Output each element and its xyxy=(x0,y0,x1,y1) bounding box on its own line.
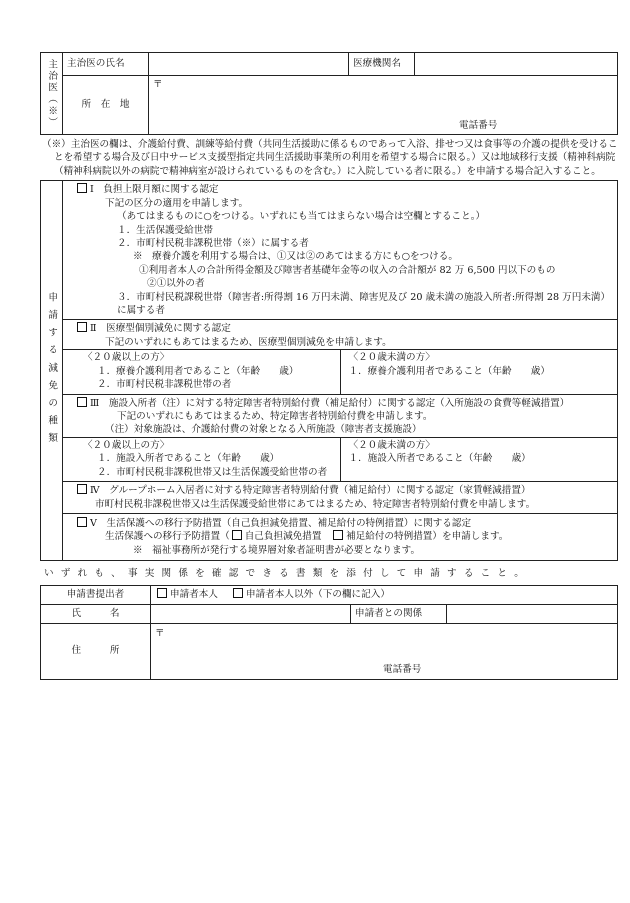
section-3-right-item1: １．施設入所者であること（年齢 歳） xyxy=(348,453,531,465)
submitter-phone-label: 電話番号 xyxy=(383,664,422,676)
submitter-name-label: 氏 名 xyxy=(41,604,151,623)
submitter-self-checkbox[interactable] xyxy=(157,588,167,598)
submitter-name-field[interactable] xyxy=(151,604,351,623)
doctor-address-field[interactable] xyxy=(149,76,618,135)
submitter-self-label: 申請者本人 xyxy=(170,588,218,600)
submitter-table xyxy=(40,585,618,680)
section-5-line2: ※ 福祉事務所が発行する境界層対象者証明書が必要となります。 xyxy=(133,544,421,556)
section-3-head xyxy=(63,394,618,437)
doctor-name-label: 主治医の氏名 xyxy=(63,53,149,76)
postal-mark: 〒 xyxy=(153,79,163,90)
submitter-address-label: 住 所 xyxy=(41,623,151,679)
section-4 xyxy=(63,482,618,514)
relation-label: 申請者との関係 xyxy=(351,604,447,623)
attach-notice: いずれも、事実関係を確認できる書類を添付して申請すること。 xyxy=(44,568,532,580)
section-2-left-item2: ２．市町村民税非課税世帯の者 xyxy=(97,379,232,391)
doctor-side-label: 主治医（※） xyxy=(41,53,63,135)
section-1-item2-sub1: ①利用者本人の合計所得金額及び障害者基礎年金等の収入の合計額が 82 万 6,500 円以下のもの xyxy=(139,264,556,276)
section-1-item2: ２．市町村民税非課税世帯（※）に属する者 xyxy=(117,237,309,249)
relation-field[interactable] xyxy=(447,604,618,623)
section-3-left-head: 〈２０歳以上の方〉 xyxy=(83,439,170,451)
supplement-special-checkbox[interactable] xyxy=(333,530,343,540)
doctor-phone-label: 電話番号 xyxy=(459,119,498,131)
section-2-title: Ⅱ 医療型個別減免に関する認定 xyxy=(90,323,231,335)
section-1-item1: １．生活保護受給世帯 xyxy=(117,224,213,236)
section-3-left-item2: ２．市町村民税非課税世帯又は生活保護受給世帯の者 xyxy=(97,466,328,478)
submitter-other-label: 申請者本人以外（下の欄に記入） xyxy=(246,588,390,600)
doctor-note: （※）主治医の欄は、介護給付費、訓練等給付費（共同生活援助に係るものであって入浴、排せつ又は食事等の介護の提供を受けることを希望する場合及び日中サービス支援型指定共同生活援助事業所の利用を希望する場合に限る。）又は地域移行支援（精神科病院（精神科病院以外の病院で精神病室が設けられているものを含む。）に入院している者に限る。）を申請する場合記入すること。 xyxy=(42,139,618,177)
section-3-over20 xyxy=(63,437,341,481)
self-pay-reduction-checkbox[interactable] xyxy=(232,530,242,540)
section-1-title: Ⅰ 負担上限月額に関する認定 xyxy=(90,184,219,196)
reduction-types-table xyxy=(40,180,618,561)
doctor-name-field[interactable] xyxy=(149,53,349,76)
section-4-checkbox[interactable] xyxy=(77,484,87,494)
section-2-under20 xyxy=(340,350,618,394)
section-2-right-item1: １．療養介護利用者であること（年齢 歳） xyxy=(348,365,550,377)
section-5-line1: 生活保護への移行予防措置（ 自己負担減免措置 補足給付の特例措置）を申請します。 xyxy=(105,531,509,543)
submitter-postal-mark: 〒 xyxy=(155,627,165,639)
section-1-line1: 下記の区分の適用を申請します。 xyxy=(105,197,249,209)
submitter-other-checkbox[interactable] xyxy=(233,588,243,598)
section-2-left-item1: １．療養介護利用者であること（年齢 歳） xyxy=(97,365,299,377)
section-1-item3: ３．市町村民税課税世帯（障害者:所得割 16 万円未満、障害児及び 20 歳未満の施設入所者:所得割 28 万円未満）に属する者 xyxy=(117,291,611,317)
section-4-line1: 市町村民税非課税世帯又は生活保護受給世帯にあてはまるため、特定障害者特別給付費を申請します。 xyxy=(95,498,536,510)
section-1-line2: （あてはまるものに○をつける。いずれにも当てはまらない場合は空欄とすること。） xyxy=(117,211,486,223)
doctor-table xyxy=(40,52,618,135)
institution-label: 医療機関名 xyxy=(349,53,415,76)
section-3-checkbox[interactable] xyxy=(77,397,87,407)
section-2-left-head: 〈２０歳以上の方〉 xyxy=(83,352,170,364)
section-3-under20 xyxy=(340,437,618,481)
section-2-line1: 下記のいずれにもあてはまるため、医療型個別減免を申請します。 xyxy=(105,336,392,348)
submitter-address-field[interactable] xyxy=(151,623,618,679)
submitter-label: 申請書提出者 xyxy=(41,585,151,604)
section-3-line1: 下記のいずれにもあてはまるため、特定障害者特別給付費を申請します。 xyxy=(117,411,433,423)
section-5-title: Ⅴ 生活保護への移行予防措置（自己負担減免措置、補足給付の特例措置）に関する認定 xyxy=(90,517,472,529)
section-3-title: Ⅲ 施設入所者（注）に対する特定障害者特別給付費（補足給付）に関する認定（入所施設の食費等軽減措置） xyxy=(90,397,570,409)
application-form xyxy=(40,0,618,680)
section-2-head xyxy=(63,320,618,350)
types-label: 申請する減免の種類 xyxy=(41,181,63,561)
section-5 xyxy=(63,513,618,560)
section-1 xyxy=(63,181,618,320)
section-1-checkbox[interactable] xyxy=(77,183,87,193)
section-1-item2-note: ※ 療養介護を利用する場合は、①又は②のあてはまる方にも○をつける。 xyxy=(133,251,458,263)
section-2-over20 xyxy=(63,350,341,394)
section-3-right-head: 〈２０歳未満の方〉 xyxy=(348,439,435,451)
section-3-line2: （注）対象施設は、介護給付費の対象となる入所施設（障害者支援施設） xyxy=(105,424,422,436)
section-5-checkbox[interactable] xyxy=(77,517,87,527)
section-2-right-head: 〈２０歳未満の方〉 xyxy=(348,352,435,364)
section-3-left-item1: １．施設入所者であること（年齢 歳） xyxy=(97,453,280,465)
section-4-title: Ⅳ グループホーム入居者に対する特定障害者特別給付費（補足給付）に関する認定（家賃軽減措置） xyxy=(90,485,531,497)
submitter-options xyxy=(151,585,618,604)
section-1-item2-sub2: ②①以外の者 xyxy=(147,278,205,290)
institution-field[interactable] xyxy=(415,53,618,76)
doctor-address-label: 所 在 地 xyxy=(63,76,149,135)
section-2-checkbox[interactable] xyxy=(77,322,87,332)
